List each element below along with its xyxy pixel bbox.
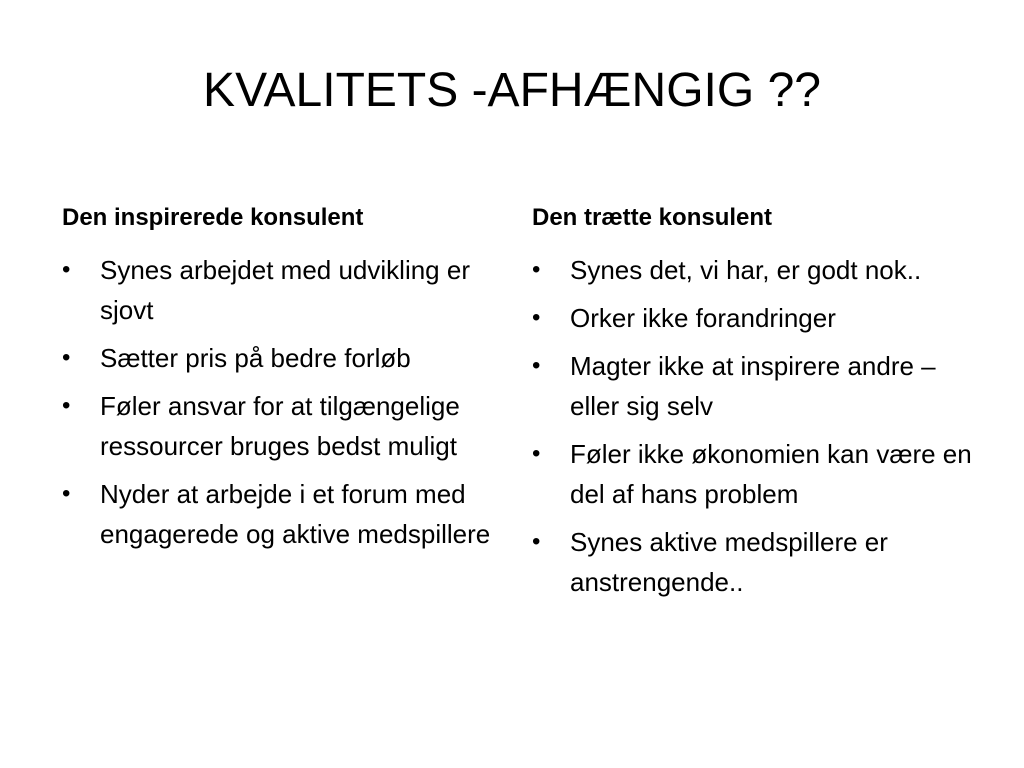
bullet-icon: • [532,352,541,379]
list-item [532,250,972,290]
right-column-heading: Den trætte konsulent [532,204,773,231]
left-bullet-list [62,250,492,554]
list-item [62,386,492,466]
left-column [62,200,492,562]
list-item-text: Føler ikke økonomien kan være en del af hans problem [570,439,972,509]
list-item [532,298,972,338]
slide-title: KVALITETS -AFHÆNGIG ?? [203,64,821,117]
right-column [532,200,972,610]
bullet-icon: • [62,480,71,507]
bullet-icon: • [62,344,71,371]
list-item-text: Nyder at arbejde i et forum med engagerede og aktive medspillere [100,479,491,549]
list-item-text: Synes arbejdet med udvikling er sjovt [100,255,470,325]
list-item-text: Synes aktive medspillere er anstrengende.. [570,527,888,597]
bullet-icon: • [532,256,541,283]
right-bullet-list [532,250,972,602]
list-item [532,434,972,514]
list-item-text: Sætter pris på bedre forløb [100,343,411,373]
bullet-icon: • [532,528,541,555]
list-item [532,346,972,426]
list-item-text: Føler ansvar for at tilgængelige ressourcer bruges bedst muligt [100,391,460,461]
list-item-text: Orker ikke forandringer [570,303,836,333]
list-item-text: Synes det, vi har, er godt nok.. [570,255,922,285]
bullet-icon: • [532,440,541,467]
bullet-icon: • [62,256,71,283]
left-column-heading: Den inspirerede konsulent [62,204,364,231]
bullet-icon: • [62,392,71,419]
list-item-text: Magter ikke at inspirere andre – eller sig selv [570,351,936,421]
bullet-icon: • [532,304,541,331]
list-item [62,250,492,330]
list-item [532,522,972,602]
list-item [62,474,492,554]
list-item [62,338,492,378]
